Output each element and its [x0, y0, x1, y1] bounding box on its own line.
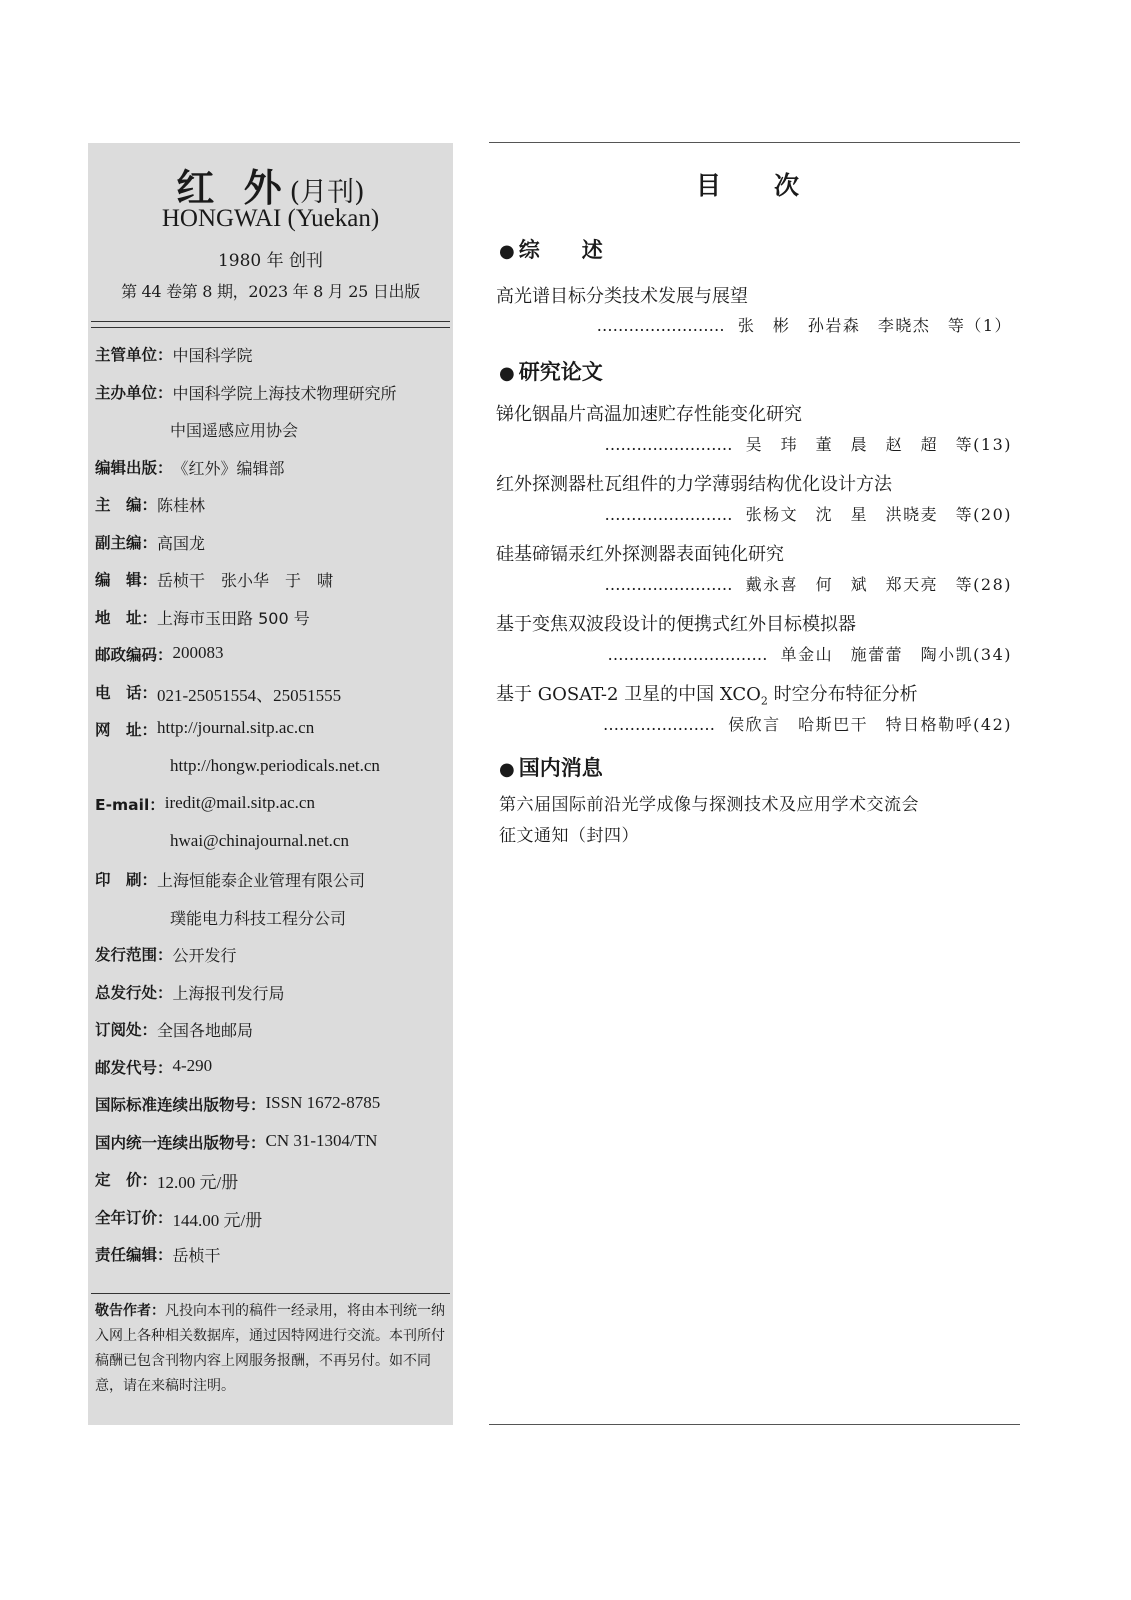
info-value: ISSN 1672-8785: [265, 1093, 381, 1112]
section-research: [499, 356, 603, 386]
section-label: 研究论文: [518, 360, 603, 384]
authors-page: 吴 玮 董 晨 赵 超 等(13): [745, 435, 1012, 454]
publication-info-list: [95, 343, 450, 1281]
info-value: 《红外》编辑部: [172, 458, 285, 478]
leader-dots: ……………………: [604, 505, 733, 524]
info-row-printer: [95, 868, 450, 906]
website-link[interactable]: http://hongw.periodicals.net.cn: [170, 755, 380, 775]
info-value: 璞能电力科技工程分公司: [170, 908, 347, 928]
toc-entry-title[interactable]: 硅基碲镉汞红外探测器表面钝化研究: [496, 544, 784, 565]
news-line: 第六届国际前沿光学成像与探测技术及应用学术交流会: [499, 795, 919, 815]
divider-top: [489, 142, 1020, 143]
info-label: 印 刷：: [95, 871, 158, 889]
toc-entry-authors: [597, 313, 1012, 336]
info-row-deputy-editor: [95, 531, 450, 569]
section-review: [499, 234, 603, 264]
info-label: 国内统一连续出版物号：: [95, 1133, 266, 1152]
info-row-website-2: [95, 756, 450, 794]
founded-year: 1980 年 创刊: [217, 251, 324, 271]
notice-label: 敬告作者：: [95, 1303, 165, 1319]
authors-page: 张杨文 沈 星 洪晓麦 等(20): [745, 505, 1012, 524]
info-row-sponsor-2: [95, 418, 450, 456]
table-of-contents: [489, 142, 1020, 1426]
info-label: 电 话：: [95, 683, 158, 702]
section-label: 综 述: [518, 238, 603, 262]
section-label: 国内消息: [518, 756, 603, 780]
info-row-website: [95, 718, 450, 756]
bullet-icon: ●: [499, 759, 515, 780]
news-line: 征文通知（封四）: [499, 826, 639, 846]
info-value: 公开发行: [172, 946, 237, 965]
info-value: 144.00 元/册: [172, 1210, 263, 1230]
authors-page: 单金山 施蕾蕾 陶小凯(34): [780, 645, 1012, 664]
toc-entry-title[interactable]: [496, 680, 918, 708]
info-row-supervisor: [95, 343, 450, 381]
info-value: 200083: [172, 643, 224, 662]
info-value: CN 31-1304/TN: [265, 1130, 378, 1150]
info-value: 全国各地邮局: [157, 1021, 254, 1040]
info-label: 发行范围：: [95, 946, 173, 964]
info-value: 上海报刊发行局: [172, 983, 285, 1003]
subscript: 2: [760, 694, 768, 708]
toc-entry-title[interactable]: 基于变焦双波段设计的便携式红外目标模拟器: [496, 614, 856, 635]
divider-single: [91, 1293, 450, 1294]
info-label: 总发行处：: [95, 983, 173, 1002]
info-label: 全年订价：: [95, 1208, 173, 1227]
authors-page: 戴永喜 何 斌 郑天亮 等(28): [745, 575, 1012, 594]
bullet-icon: ●: [499, 363, 515, 384]
info-row-distribution: [95, 943, 450, 981]
journal-title-cn-sub: (月刊): [289, 177, 365, 208]
info-row-postal-code: [95, 1056, 450, 1094]
info-row-printer-2: [95, 906, 450, 944]
section-news: [499, 752, 603, 782]
toc-entry-authors: [607, 642, 1012, 665]
info-label: 主 编：: [95, 496, 158, 514]
info-label: 主管单位：: [95, 346, 173, 364]
info-value: 高国龙: [157, 533, 206, 553]
info-value: 上海市玉田路 500 号: [157, 608, 310, 628]
info-value: 中国科学院上海技术物理研究所: [172, 383, 397, 403]
info-label: 网 址：: [95, 721, 158, 739]
toc-entry-authors: [604, 432, 1012, 455]
leader-dots: …………………………: [607, 645, 768, 664]
divider-bottom: [489, 1424, 1020, 1425]
info-label: E-mail：: [95, 796, 165, 814]
leader-dots: ……………………: [596, 316, 725, 335]
authors-page: 张 彬 孙岩森 李晓杰 等（1）: [737, 316, 1012, 335]
info-value: 12.00 元/册: [157, 1173, 239, 1192]
info-row-editors: [95, 568, 450, 606]
info-value: 上海恒能泰企业管理有限公司: [157, 871, 366, 890]
info-label: 定 价：: [95, 1171, 158, 1189]
toc-entry-authors: [603, 712, 1012, 735]
masthead-panel: [88, 143, 453, 1425]
authors-page: 侯欣言 哈斯巴干 特日格勒呼(42): [728, 715, 1012, 734]
notice-text: 凡投向本刊的稿件一经录用，将由本刊统一纳入网上各种相关数据库，通过因特网进行交流。本刊所付稿酬已包含刊物内容上网服务报酬，不再另付。如不同意，请在来稿时注明。: [95, 1303, 445, 1394]
info-row-email: [95, 793, 450, 831]
info-row-annual-price: [95, 1206, 450, 1244]
toc-title: 目 次: [695, 171, 813, 200]
leader-dots: …………………: [602, 715, 715, 734]
website-link[interactable]: http://journal.sitp.ac.cn: [157, 718, 315, 737]
info-label: 编辑出版：: [95, 458, 173, 477]
info-row-chief-editor: [95, 493, 450, 531]
issue-info: 第 44 卷第 8 期，2023 年 8 月 25 日出版: [121, 282, 420, 301]
toc-entry-authors: [604, 572, 1012, 595]
toc-entry-title[interactable]: 高光谱目标分类技术发展与展望: [496, 286, 748, 307]
toc-entry-authors: [604, 502, 1012, 525]
journal-title-en: HONGWAI (Yuekan): [161, 205, 380, 232]
leader-dots: ……………………: [604, 435, 733, 454]
info-row-address: [95, 606, 450, 644]
journal-title-cn-text: 红 外: [176, 165, 290, 210]
author-notice: [95, 1299, 450, 1399]
email-link[interactable]: hwai@chinajournal.net.cn: [170, 830, 349, 850]
news-item[interactable]: [499, 790, 1019, 852]
info-row-subscription: [95, 1018, 450, 1056]
info-label: 主办单位：: [95, 383, 173, 402]
bullet-icon: ●: [499, 241, 515, 262]
info-value: 陈桂林: [157, 496, 206, 515]
toc-entry-title[interactable]: 锑化铟晶片高温加速贮存性能变化研究: [496, 404, 802, 425]
info-row-cn: [95, 1131, 450, 1169]
info-row-email-2: [95, 831, 450, 869]
info-row-phone: [95, 681, 450, 719]
info-label: 编 辑：: [95, 571, 158, 589]
info-label: 订阅处：: [95, 1021, 158, 1039]
divider-double: [91, 321, 450, 328]
info-label: 副主编：: [95, 533, 158, 552]
info-row-editing: [95, 456, 450, 494]
info-row-sponsor: [95, 381, 450, 419]
leader-dots: ……………………: [604, 575, 733, 594]
info-row-responsible-editor: [95, 1243, 450, 1281]
info-value: 岳桢干 张小华 于 啸: [157, 571, 334, 590]
info-value: 岳桢干: [172, 1246, 221, 1265]
info-value: 4-290: [172, 1055, 213, 1075]
info-label: 地 址：: [95, 608, 158, 627]
title-part: 基于 GOSAT-2 卫星的中国 XCO: [496, 684, 761, 705]
info-label: 邮政编码：: [95, 646, 173, 664]
info-row-postcode: [95, 643, 450, 681]
title-part: 时空分布特征分析: [767, 684, 918, 705]
email-link[interactable]: iredit@mail.sitp.ac.cn: [164, 793, 315, 812]
toc-entry-title[interactable]: 红外探测器杜瓦组件的力学薄弱结构优化设计方法: [496, 474, 892, 495]
info-label: 国际标准连续出版物号：: [95, 1096, 266, 1114]
info-value: 021-25051554、25051555: [157, 685, 342, 705]
info-row-distributor: [95, 981, 450, 1019]
journal-title-cn: [88, 157, 453, 212]
info-value: 中国遥感应用协会: [170, 421, 299, 440]
info-value: 中国科学院: [172, 346, 253, 365]
info-row-price: [95, 1168, 450, 1206]
info-label: 邮发代号：: [95, 1058, 173, 1077]
info-label: 责任编辑：: [95, 1246, 173, 1264]
info-row-issn: [95, 1093, 450, 1131]
